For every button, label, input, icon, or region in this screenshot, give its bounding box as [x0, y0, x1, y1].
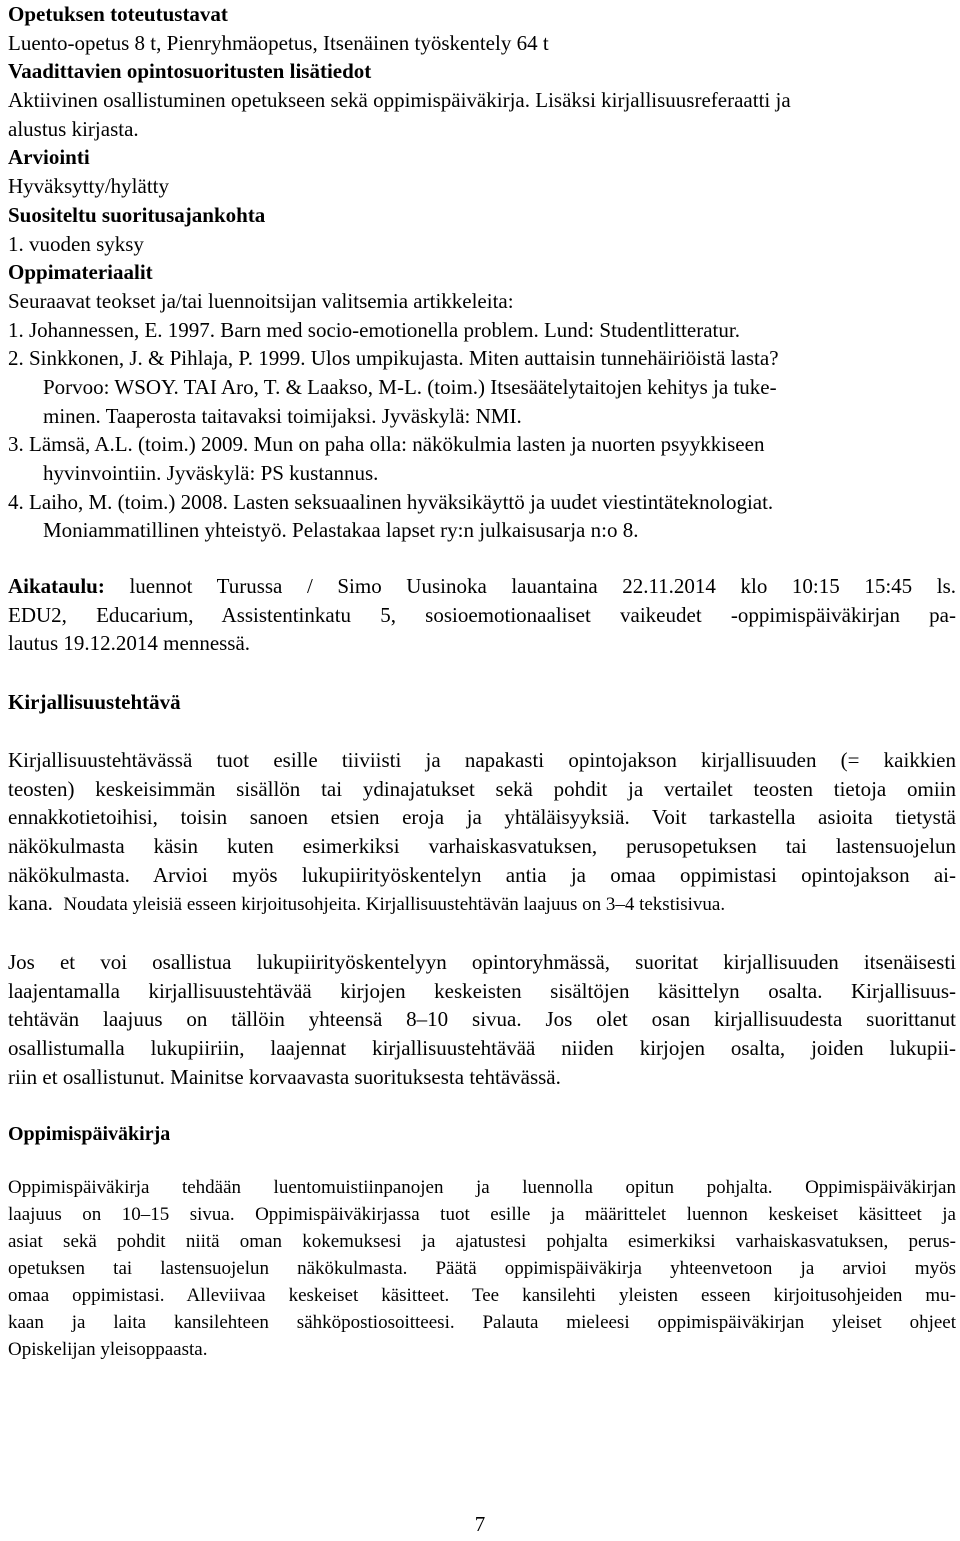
literature-p2-line: tehtävän laajuus on tällöin yhteensä 8–10 sivua. Jos olet osan kirjallisuudesta suorittanut — [8, 1007, 956, 1032]
text-line: Luento-opetus 8 t, Pienryhmäopetus, Itsenäinen työskentely 64 t — [8, 30, 549, 55]
section-label: Suositeltu suoritusajankohta — [8, 202, 266, 227]
literature-p1-last-line — [8, 889, 956, 918]
literature-p2-line: Jos et voi osallistua lukupiirityöskentelyyn opintoryhmässä, suoritat kirjallisuuden itsenäisesti — [8, 950, 956, 974]
section-label: Arviointi — [8, 145, 90, 170]
literature-section — [8, 688, 956, 717]
diary-heading: Oppimispäiväkirja — [8, 1123, 171, 1145]
literature-heading: Kirjallisuustehtävä — [8, 690, 181, 714]
diary-section — [8, 1120, 956, 1149]
diary-line: Oppimispäiväkirja tehdään luentomuistiinpanojen ja luennolla opitun pohjalta. Oppimispäiväkirjan — [8, 1177, 956, 1198]
diary-line: asiat sekä pohdit niitä oman kokemuksesi ja ajatustesi pohjalta esimerkiksi varhaiskasvatuksen, perus- — [8, 1231, 956, 1252]
page-number: 7 — [474, 1512, 486, 1536]
text-line: 2. Sinkkonen, J. & Pihlaja, P. 1999. Ulos umpikujasta. Miten auttaisin tunnehäiriöistä lasta? — [8, 346, 779, 371]
literature-paragraph-1 — [8, 746, 956, 918]
text-line: 1. Johannessen, E. 1997. Barn med socio-emotionella problem. Lund: Studentlitteratur. — [8, 317, 740, 342]
diary-paragraph — [8, 1174, 956, 1363]
literature-p2-line: laajentamalla kirjallisuustehtävää kirjojen keskeisten sisältöjen käsittelyn osalta. Kirjallisuus- — [8, 978, 956, 1003]
literature-p1-line: ennakkotietoihisi, toisin sanoen etsien eroja ja yhtäläisyyksiä. Voit tarkastella asioita tietystä — [8, 805, 956, 830]
literature-p1-line: Kirjallisuustehtävässä tuot esille tiiviisti ja napakasti opintojakson kirjallisuuden (= kaikkien — [8, 748, 956, 772]
section-label: Vaadittavien opintosuoritusten lisätiedot — [8, 59, 372, 84]
literature-p2-line: osallistumalla lukupiiriin, laajennat kirjallisuustehtävää niiden kirjojen osalta, joiden lukupii- — [8, 1036, 956, 1061]
text-line: Porvoo: WSOY. TAI Aro, T. & Laakso, M-L. (toim.) Itsesäätelytaitojen kehitys ja tuke- — [43, 374, 777, 399]
literature-paragraph-2 — [8, 948, 956, 1091]
schedule-line-2: EDU2, Educarium, Assistentinkatu 5, sosioemotionaaliset vaikeudet -oppimispäiväkirjan pa- — [8, 602, 956, 627]
text-line: Moniammatillinen yhteistyö. Pelastakaa lapset ry:n julkaisusarja n:o 8. — [43, 518, 639, 543]
text-line: 1. vuoden syksy — [8, 231, 144, 256]
literature-p1-last-a: kana. — [8, 891, 53, 916]
diary-line: kaan ja laita kansilehteen sähköpostiosoitteesi. Palauta mieleesi oppimispäiväkirjan yleiset ohjeet — [8, 1312, 956, 1333]
schedule-block — [8, 572, 956, 658]
text-line: 4. Laiho, M. (toim.) 2008. Lasten seksuaalinen hyväksikäyttö ja uudet viestintäteknologiat. — [8, 489, 774, 514]
text-line: alustus kirjasta. — [8, 116, 139, 141]
literature-p2-last-line: riin et osallistunut. Mainitse korvaavasta suorituksesta tehtävässä. — [8, 1064, 561, 1089]
diary-last-line: Opiskelijan yleisoppaasta. — [8, 1339, 208, 1360]
diary-line: omaa oppimistasi. Alleviivaa keskeiset käsitteet. Tee kansilehti yleisten esseen kirjoitusohjeiden mu- — [8, 1285, 956, 1306]
text-line: minen. Taaperosta taitavaksi toimijaksi. Jyväskylä: NMI. — [43, 403, 522, 428]
schedule-text-1: luennot Turussa / Simo Uusinoka lauantaina 22.11.2014 klo 10:15 15:45 ls. — [129, 574, 956, 598]
section-label: Opetuksen toteutustavat — [8, 2, 228, 26]
literature-p1-line: teosten) keskeisimmän sisällön tai ydinajatukset sekä pohdit ja vertailet teosten tietoja omiin — [8, 776, 956, 801]
diary-line: opetuksen tai lastensuojelun näkökulmasta. Päätä oppimispäiväkirja yhteenvetoon ja arvioi myös — [8, 1258, 956, 1279]
literature-p1-line: näkökulmasta. Arvioi myös lukupiirityöskentelyn antia ja omaa oppimistasi opintojakson ai- — [8, 862, 956, 887]
text-line: 3. Lämsä, A.L. (toim.) 2009. Mun on paha olla: näkökulmia lasten ja nuorten psyykkiseen — [8, 432, 765, 457]
text-line: Aktiivinen osallistuminen opetukseen sekä oppimispäiväkirja. Lisäksi kirjallisuusreferaatti ja — [8, 88, 791, 113]
literature-p1-last-b: Noudata yleisiä esseen kirjoitusohjeita. Kirjallisuustehtävän laajuus on 3–4 tekstisivua. — [63, 894, 726, 916]
text-line: hyvinvointiin. Jyväskylä: PS kustannus. — [43, 461, 379, 485]
course-info-block — [8, 0, 956, 545]
diary-line: laajuus on 10–15 sivua. Oppimispäiväkirjassa tuot esille ja määrittelet luennon keskeiset käsitteet ja — [8, 1204, 956, 1225]
schedule-line-1 — [8, 572, 956, 601]
schedule-line-3: lautus 19.12.2014 mennessä. — [8, 631, 251, 656]
schedule-label: Aikataulu: — [8, 574, 105, 598]
section-label: Oppimateriaalit — [8, 260, 153, 285]
text-line: Hyväksytty/hylätty — [8, 174, 169, 199]
literature-p1-line: näkökulmasta käsin kuten esimerkiksi varhaiskasvatuksen, perusopetuksen tai lastensuojelun — [8, 834, 956, 859]
text-line: Seuraavat teokset ja/tai luennoitsijan valitsemia artikkeleita: — [8, 288, 514, 313]
